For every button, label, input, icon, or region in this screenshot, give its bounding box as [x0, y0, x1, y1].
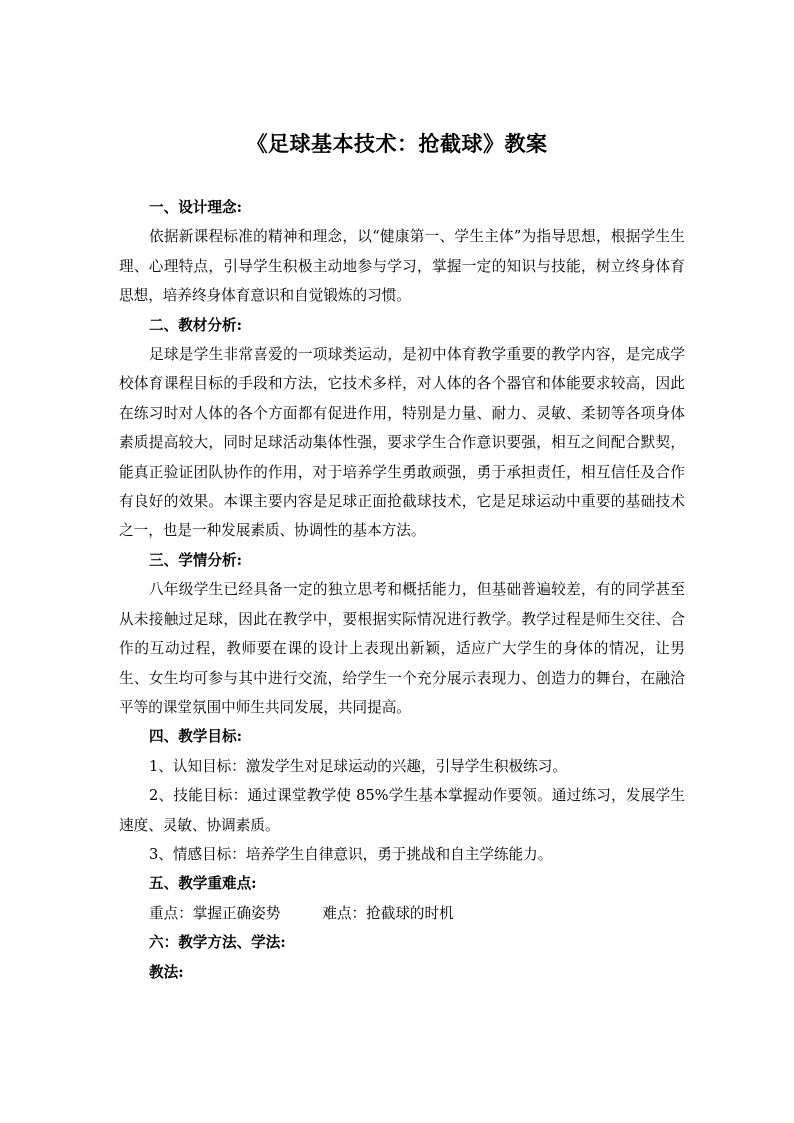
key-difficult-points-line [119, 899, 685, 928]
section-body-design-concept: 依据新课程标准的精神和理念，以“健康第一、学生主体”为指导思想，根据学生生理、心理特点，引导学生积极主动地参与学习，掌握一定的知识与技能，树立终身体育思想，培养终身体育意识和自觉锻炼的习惯。 [119, 228, 685, 305]
section-body-student-analysis: 八年级学生已经具备一定的独立思考和概括能力，但基础普遍较差，有的同学甚至从未接触过足球，因此在教学中，要根据实际情况进行教学。教学过程是师生交往、合作的互动过程，教师要在课的设计上表现出新颖，适应广大学生的身体的情况，让男生、女生均可参与其中进行交流，给学生一个充分展示表现力、创造力的舞台，在融洽平等的课堂氛围中师生共同发展，共同提高。 [119, 581, 685, 716]
section-heading-material-analysis: 二、教材分析: [149, 316, 242, 334]
section-heading-key-difficult-points: 五、教学重难点: [149, 875, 257, 893]
section-heading-design-concept: 一、设计理念: [149, 199, 242, 216]
sub-heading-teaching-method: 教法: [149, 963, 184, 981]
goal-item-cognitive: 1、认知目标：激发学生对足球运动的兴趣，引导学生积极练习。 [149, 757, 567, 775]
section-body-material-analysis: 足球是学生非常喜爱的一项球类运动，是初中体育教学重要的教学内容，是完成学校体育课程目标的手段和方法，它技术多样，对人体的各个器官和体能要求较高，因此在练习时对人体的各个方面都有促进作用，特别是力量、耐力、灵敏、柔韧等各项身体素质提高较大，同时足球活动集体性强，要求学生合作意识要强，相互之间配合默契，能真正验证团队协作的作用，对于培养学生勇敢顽强，勇于承担责任，相互信任及合作有良好的效果。本课主要内容是足球正面抢截球技术，它是足球运动中重要的基础技术之一，也是一种发展素质、协调性的基本方法。 [119, 346, 685, 540]
difficult-point: 难点：抢截球的时机 [322, 904, 454, 922]
goal-item-skill: 2、技能目标：通过课堂教学使 85%学生基本掌握动作要领。通过练习，发展学生速度、灵敏、协调素质。 [119, 787, 685, 834]
section-heading-teaching-methods: 六：教学方法、学法: [149, 934, 286, 952]
goal-item-emotional: 3、情感目标：培养学生自律意识，勇于挑战和自主学练能力。 [149, 845, 553, 863]
document-body [119, 193, 685, 987]
document-title: 《足球基本技术：抢截球》教案 [246, 131, 548, 156]
section-heading-student-analysis: 三、学情分析: [149, 551, 242, 569]
section-heading-teaching-goals: 四、教学目标: [149, 728, 242, 746]
key-point: 重点：掌握正确姿势 [149, 904, 281, 922]
